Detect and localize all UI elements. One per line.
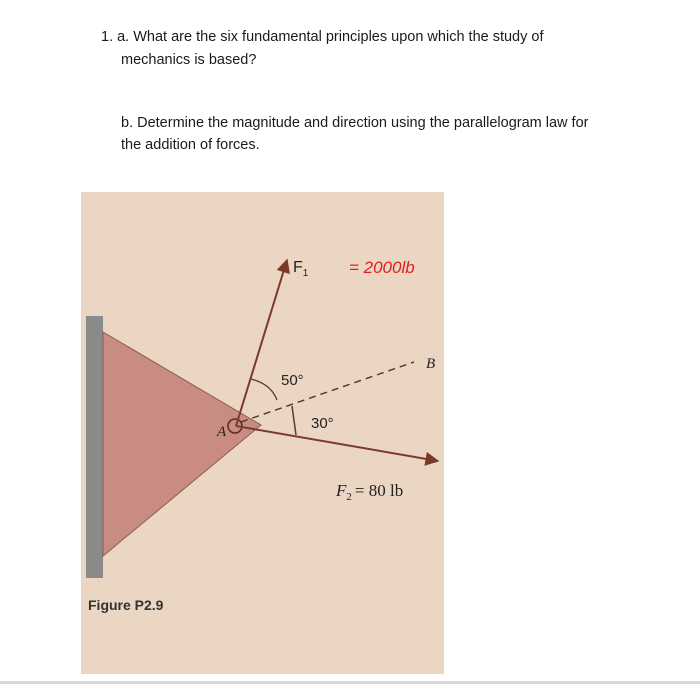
- angle-50-label: 50°: [281, 372, 304, 389]
- figure-photo: [81, 192, 444, 674]
- angle-30-label: 30°: [311, 415, 334, 432]
- angle-arc-50: [251, 379, 277, 400]
- force2-label: $F_2 = 80$ lb: [336, 481, 404, 503]
- force1-label: $F_1$: [293, 259, 309, 279]
- handwritten-note: = 2000lb: [349, 258, 415, 277]
- force1-vector: [236, 260, 287, 426]
- bottom-divider: [0, 681, 700, 684]
- question-part-b-line1: b. Determine the magnitude and direction using the parallelogram law for: [121, 115, 589, 131]
- point-b-label: B: [426, 356, 436, 372]
- figure-caption: Figure P2.9: [88, 597, 164, 613]
- angle-marker-30: [292, 406, 296, 435]
- force2-vector: [236, 426, 438, 461]
- question-part-a-line2: mechanics is based?: [121, 52, 257, 68]
- reference-line-ab: [241, 362, 414, 422]
- wall: [86, 316, 103, 578]
- bracket: [103, 332, 261, 556]
- question-part-b-line2: the addition of forces.: [121, 137, 260, 153]
- question-part-a-line1: 1. a. What are the six fundamental principles upon which the study of: [101, 29, 544, 45]
- point-a-label: A: [217, 424, 227, 440]
